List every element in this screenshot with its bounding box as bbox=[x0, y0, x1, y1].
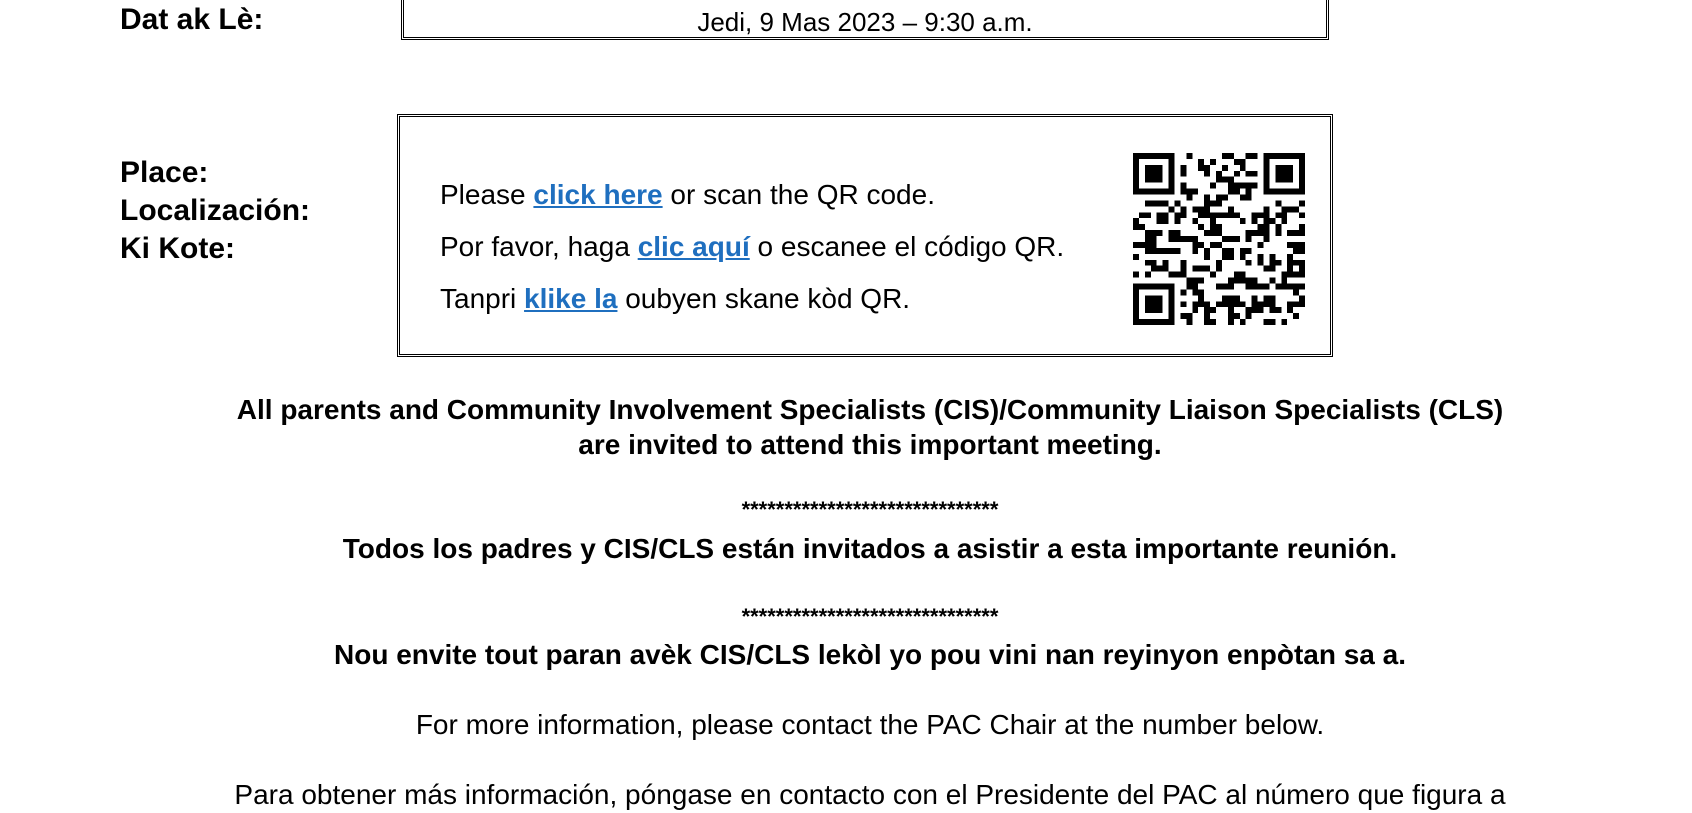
location-text: o escanee el código QR. bbox=[749, 231, 1065, 262]
location-text: oubyen skane kòd QR. bbox=[617, 283, 911, 314]
invitation-english bbox=[120, 392, 1620, 462]
clic-aqui-link[interactable]: clic aquí bbox=[637, 231, 750, 262]
date-label-creole: Dat ak Lè: bbox=[120, 3, 264, 36]
location-line-spanish bbox=[440, 221, 1064, 273]
invitation-creole: Nou envite tout paran avèk CIS/CLS lekòl yo pou vini nan reyinyon enpòtan sa a. bbox=[334, 639, 1406, 670]
date-box bbox=[401, 0, 1329, 40]
location-instructions bbox=[440, 169, 1064, 325]
date-value: Jedi, 9 Mas 2023 – 9:30 a.m. bbox=[697, 7, 1033, 37]
place-label-creole: Ki Kote: bbox=[120, 232, 235, 265]
invitation-english-line1: All parents and Community Involvement Specialists (CIS)/Community Liaison Specialists (CLS) bbox=[236, 394, 1504, 425]
place-label-spanish: Localización: bbox=[120, 194, 311, 227]
location-text: Tanpri bbox=[440, 283, 525, 314]
contact-spanish: Para obtener más información, póngase en contacto con el Presidente del PAC al número que figura a bbox=[234, 779, 1506, 810]
invitation-english-line2: are invited to attend this important meeting. bbox=[578, 429, 1162, 460]
location-line-english bbox=[440, 169, 1064, 221]
location-text: or scan the QR code. bbox=[662, 179, 935, 210]
invitation-spanish: Todos los padres y CIS/CLS están invitados a asistir a esta importante reunión. bbox=[342, 533, 1398, 564]
separator-2: ****************************** bbox=[741, 604, 999, 629]
contact-english: For more information, please contact the PAC Chair at the number below. bbox=[415, 709, 1325, 740]
klike-la-link[interactable]: klike la bbox=[524, 283, 618, 314]
place-label-english: Place: bbox=[120, 156, 209, 189]
location-line-creole bbox=[440, 273, 1064, 325]
location-text: Por favor, haga bbox=[440, 231, 638, 262]
place-box bbox=[397, 114, 1333, 357]
separator-1: ****************************** bbox=[741, 497, 999, 522]
location-text: Please bbox=[440, 179, 534, 210]
qr-code-icon[interactable] bbox=[1133, 153, 1305, 325]
click-here-link[interactable]: click here bbox=[533, 179, 663, 210]
